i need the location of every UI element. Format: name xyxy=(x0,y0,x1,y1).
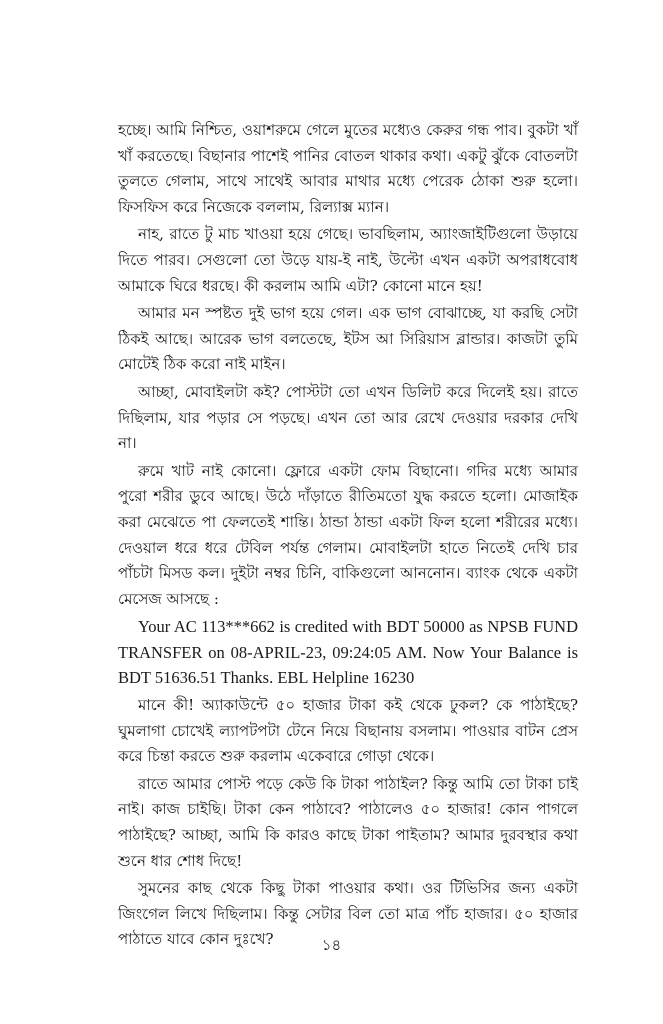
paragraph-3: আমার মন স্পষ্টত দুই ভাগ হয়ে গেল। এক ভাগ বোঝাচ্ছে, যা করছি সেটা ঠিকই আছে। আরেক ভাগ বলতেছে, ইটস আ সিরিয়াস ব্লান্ডার। কাজটা তুমি মোটেই ঠিক করো নাই মাইন। xyxy=(118,304,578,374)
body-text xyxy=(118,118,578,955)
paragraph-9: সুমনের কাছ থেকে কিছু টাকা পাওয়ার কথা। ওর টিভিসির জন্য একটা জিংগেল লিখে দিছিলাম। কিন্তু সেটার বিল তো মাত্র পাঁচ হাজার। ৫০ হাজার পাঠাতে যাবে কোন দুঃখে? xyxy=(118,879,578,949)
paragraph-5: রুমে খাট নাই কোনো। ফ্লোরে একটা ফোম বিছানো। গদির মধ্যে আমার পুরো শরীর ডুবে আছে। উঠে দাঁড়াতে রীতিমতো যুদ্ধ করতে হলো। মোজাইক করা মেঝেতে পা ফেলতেই শান্তি। ঠান্ডা ঠান্ডা একটা ফিল হলো শরীরের মধ্যে। দেওয়াল ধরে ধরে টেবিল পর্যন্ত গেলাম। মোবাইলটা হাতে নিতেই দেখি চার পাঁচটা মিসড কল। দুইটা নম্বর চিনি, বাকিগুলো আননোন। ব্যাংক থেকে একটা মেসেজ আসছে : xyxy=(118,461,578,608)
paragraph-1: হচ্ছে। আমি নিশ্চিত, ওয়াশরুমে গেলে মুতের মধ্যেও কেরুর গন্ধ পাব। বুকটা খাঁ খাঁ করতেছে। বিছানার পাশেই পানির বোতল থাকার কথা। একটু ঝুঁকে বোতলটা তুলতে গেলাম, সাথে সাথেই আবার মাথার মধ্যে পেরেক ঠোকা শুরু হলো। ফিসফিস করে নিজেকে বললাম, রিল্যাক্স ম্যান। xyxy=(118,121,578,216)
paragraph-7: মানে কী! অ্যাকাউন্টে ৫০ হাজার টাকা কই থেকে ঢুকল? কে পাঠাইছে? ঘুমলাগা চোখেই ল্যাপটপটা টেনে নিয়ে বিছানায় বসলাম। পাওয়ার বাটন প্রেস করে চিন্তা করতে শুরু করলাম একেবারে গোড়া থেকে। xyxy=(118,696,578,766)
paragraph-2: নাহ, রাতে টু মাচ খাওয়া হয়ে গেছে। ভাবছিলাম, অ্যাংজাইটিগুলো উড়ায়ে দিতে পারব। সেগুলো তো উড়ে যায়-ই নাই, উল্টো এখন একটা অপরাধবোধ আমাকে ঘিরে ধরছে। কী করলাম আমি এটা? কোনো মানে হয়! xyxy=(118,225,578,295)
paragraph-4: আচ্ছা, মোবাইলটা কই? পোস্টটা তো এখন ডিলিট করে দিলেই হয়। রাতে দিছিলাম, যার পড়ার সে পড়ছে। এখন তো আর রেখে দেওয়ার দরকার দেখি না। xyxy=(118,382,578,453)
page-number: ১৪ xyxy=(321,936,342,954)
paragraph-8: রাতে আমার পোস্ট পড়ে কেউ কি টাকা পাঠাইল? কিন্তু আমি তো টাকা চাই নাই। কাজ চাইছি। টাকা কেন পাঠাবে? পাঠালেও ৫০ হাজার! কোন পাগলে পাঠাইছে? আচ্ছা, আমি কি কারও কাছে টাকা পাইতাম? আমার দুরবস্থার কথা শুনে ধার শোধ দিছে! xyxy=(118,774,578,870)
bank-sms-message: Your AC 113***662 is credited with BDT 50000 as NPSB FUND TRANSFER on 08-APRIL-23, 09:24:05 AM. Now Your Balance is BDT 51636.51 Thanks. EBL Helpline 16230 xyxy=(118,617,578,688)
